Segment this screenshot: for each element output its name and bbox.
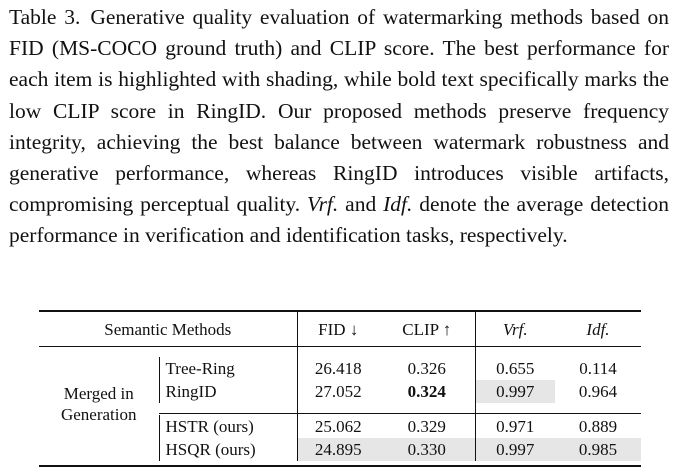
- header-clip: CLIP ↑: [379, 311, 475, 347]
- caption-text-part2: and: [338, 192, 384, 217]
- idf-cell: 0.964: [578, 382, 618, 401]
- vrf-cell: 0.971: [496, 417, 535, 436]
- group-label: [39, 347, 159, 462]
- fid-cell: 27.052: [314, 382, 362, 401]
- fid-cell: 25.062: [314, 417, 362, 436]
- results-table: [39, 310, 641, 467]
- clip-cell-low-score: 0.324: [379, 380, 475, 403]
- caption-text-part1: Generative quality evaluation of watermarking methods based on FID (MS-COCO ground truth) and CLIP score. The best performance for each item is highlighted with shading, while bold text specifically marks the low CLIP score in RingID. Our proposed methods preserve frequency integrity, achieving the best balance between watermark robustness and generative performance, whereas RingID introduces visible artifacts, compromising perceptual quality.: [9, 5, 669, 217]
- caption-idf-term: Idf.: [383, 192, 413, 217]
- table-caption: [9, 2, 669, 252]
- fid-cell-best: 24.895: [297, 438, 379, 461]
- method-cell: Tree-Ring: [159, 357, 297, 380]
- idf-cell-best: 0.985: [555, 438, 641, 461]
- caption-vrf-term: Vrf.: [307, 192, 339, 217]
- idf-cell: 0.889: [578, 417, 618, 436]
- header-semantic-methods: Semantic Methods: [39, 311, 297, 347]
- group-label-line1: Merged in: [63, 384, 134, 403]
- method-cell: RingID: [159, 380, 297, 403]
- header-fid: FID ↓: [318, 319, 359, 339]
- bottom-rule-row: [39, 461, 641, 466]
- caption-text-part3: denote the average detection performance in verification and identification tasks, respectively.: [9, 192, 669, 248]
- vrf-cell-best: 0.997: [475, 380, 555, 403]
- clip-cell: 0.326: [379, 357, 475, 380]
- vrf-cell: 0.655: [496, 359, 535, 378]
- group-label-line2: Generation: [60, 405, 137, 424]
- method-cell: HSQR (ours): [159, 438, 297, 461]
- method-cell: HSTR (ours): [159, 415, 297, 438]
- spacer-row: [39, 347, 641, 358]
- caption-label: Table 3.: [9, 5, 81, 29]
- clip-cell-best: 0.330: [379, 438, 475, 461]
- header-row: [39, 311, 641, 347]
- vrf-cell-best: 0.997: [475, 438, 555, 461]
- idf-cell: 0.114: [579, 359, 617, 378]
- header-vrf: Vrf.: [502, 319, 528, 339]
- clip-cell: 0.329: [379, 415, 475, 438]
- header-idf: Idf.: [586, 319, 610, 339]
- fid-cell: 26.418: [314, 359, 362, 378]
- results-table-container: [39, 310, 641, 467]
